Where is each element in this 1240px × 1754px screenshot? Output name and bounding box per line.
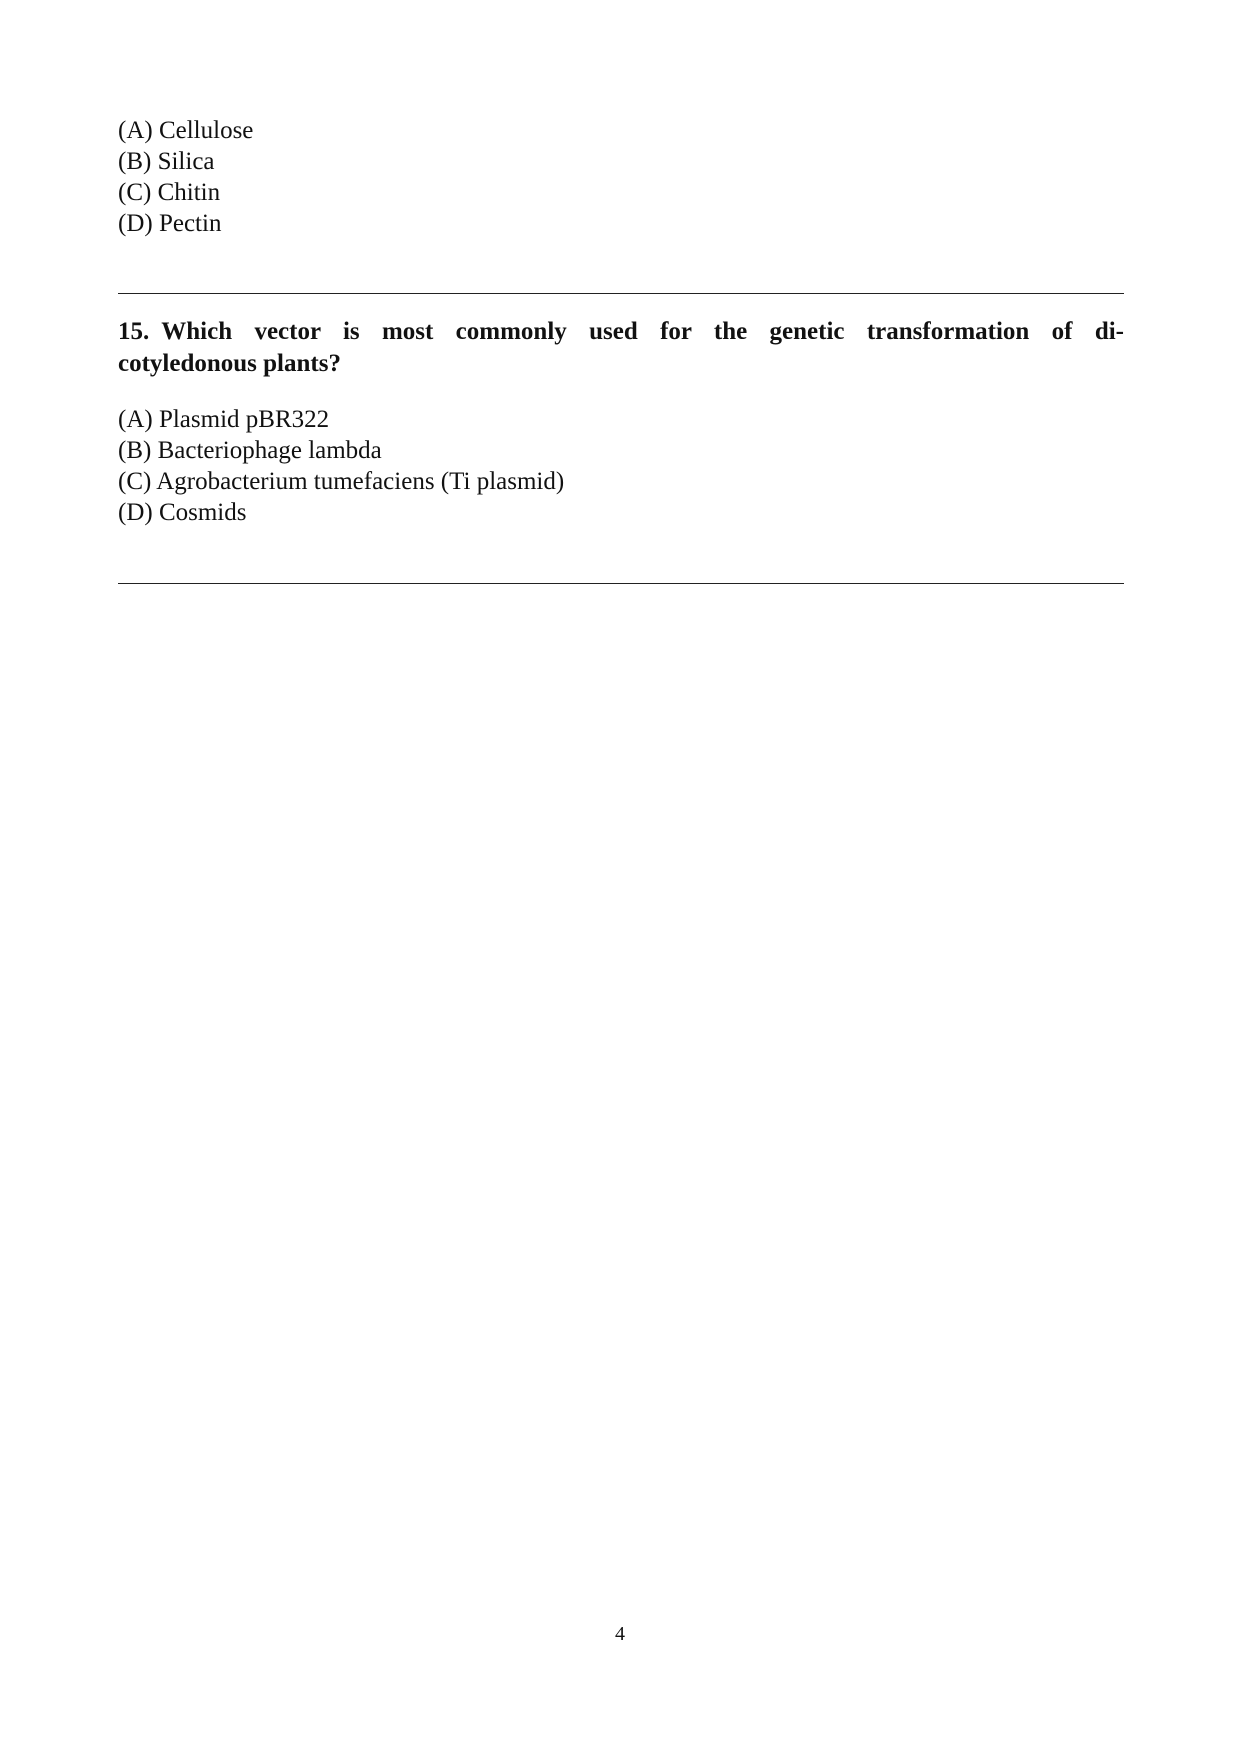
question-text-part-1: Which vector is most commonly used for the genetic transformation of di-	[161, 318, 1124, 345]
question-number: 15.	[118, 318, 150, 345]
option-b: (B) Bacteriophage lambda	[118, 437, 382, 464]
option-c: (C) Agrobacterium tumefaciens (Ti plasmid)	[118, 468, 565, 495]
option-d: (D) Pectin	[118, 210, 222, 237]
divider	[118, 293, 1124, 294]
page-number: 4	[615, 1623, 625, 1645]
divider	[118, 583, 1124, 584]
question-line-1	[118, 316, 1124, 348]
previous-question-options	[118, 115, 253, 239]
option-c: (C) Chitin	[118, 179, 221, 206]
option-b: (B) Silica	[118, 148, 215, 175]
question-15-options	[118, 404, 564, 528]
question-line-2: cotyledonous plants?	[118, 350, 341, 377]
option-d: (D) Cosmids	[118, 499, 247, 526]
question-15-text	[118, 316, 1124, 380]
option-a: (A) Cellulose	[118, 117, 254, 144]
option-a: (A) Plasmid pBR322	[118, 406, 330, 433]
